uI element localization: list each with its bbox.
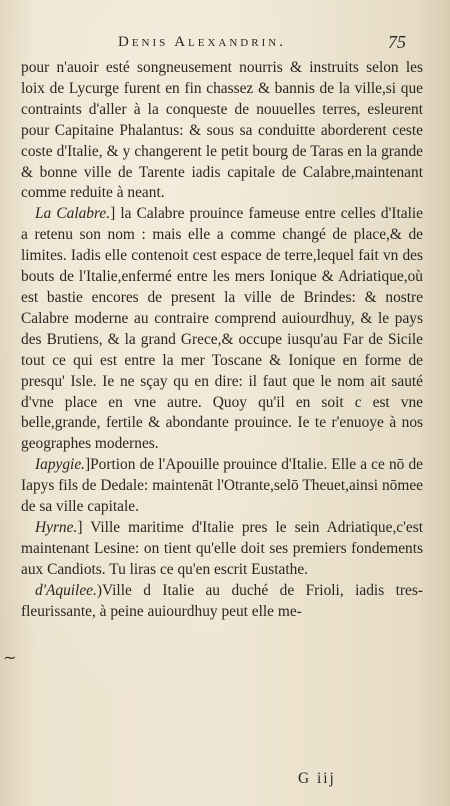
paragraph-5 xyxy=(21,581,423,623)
paragraph-2-text: ] la Calabre prouince fameuse entre celles d'Italie a retenu son nom : mais elle a comme changé de place,& de limites. Iadis elle contenoit cest espace de terre,lequel fait vn des bouts de l'Italie,enfermé entre les mers Ionique & Adriatique,où est bastie encores de present la ville de Brindes: & nostre Calabre moderne au contraire comprend auiourdhuy, & le pays des Brutiens, & la grand Grece,& occupe iusqu'au Far de Sicile tout ce qui est entre la mer Toscane & Ionique en forme de presqu' Isle. Ie ne sçay qu en dire: il faut que le nom ait sauté d'vne place en vne autre. Quoy qu'il en soit c est vne belle,grande, fertile & abondante prouince. Ie te r'enuoye à nos geographes modernes. xyxy=(21,205,424,453)
signature-mark: G iij xyxy=(298,770,336,787)
paragraph-3 xyxy=(21,455,423,518)
running-head: Denis Alexandrin. xyxy=(118,34,286,50)
margin-mark: ~ xyxy=(3,648,17,667)
paragraph-3-text: ]Portion de l'Apouille prouince d'Italie. Elle a ce nō de Iapys fils de Dedale: maintenāt l'Otrante,selō Theuet,ainsi nōmee de sa ville capitale. xyxy=(21,456,423,516)
lemma-iapygie: Iapygie. xyxy=(35,456,85,474)
paragraph-1-text: pour n'auoir esté songneusement nourris & instruits selon les loix de Lycurge furent en fin chassez & bannis de la ville,si que contraints d'aller à la conqueste de nouuelles terres, esleurent pour Capitaine Phalantus: & sous sa conduitte aborderent ceste coste d'Italie, & y changerent le petit bourg de Taras en la grande & bonne ville de Tarente iadis capitale de Calabre,maintenant comme reduite à neant. xyxy=(21,59,423,202)
paragraph-1 xyxy=(21,58,423,204)
paragraph-5-text: )Ville d Italie au duché de Frioli, iadis tres-fleurissante, à peine auiourdhuy peut elle me- xyxy=(21,581,423,620)
body-text xyxy=(21,58,423,622)
page-header xyxy=(0,34,450,54)
paragraph-2 xyxy=(21,204,423,455)
page-number: 75 xyxy=(388,32,406,52)
lemma-hyrne: Hyrne. xyxy=(35,518,78,536)
lemma-la-calabre: La Calabre. xyxy=(35,205,111,223)
paragraph-4 xyxy=(21,518,423,581)
paragraph-4-text: ] Ville maritime d'Italie pres le sein Adriatique,c'est maintenant Lesine: on tient qu'elle doit ses premiers fondements aux Candiots. Tu liras ce qu'en escrit Eustathe. xyxy=(21,518,423,578)
lemma-aquilee: d'Aquilee. xyxy=(35,581,97,599)
